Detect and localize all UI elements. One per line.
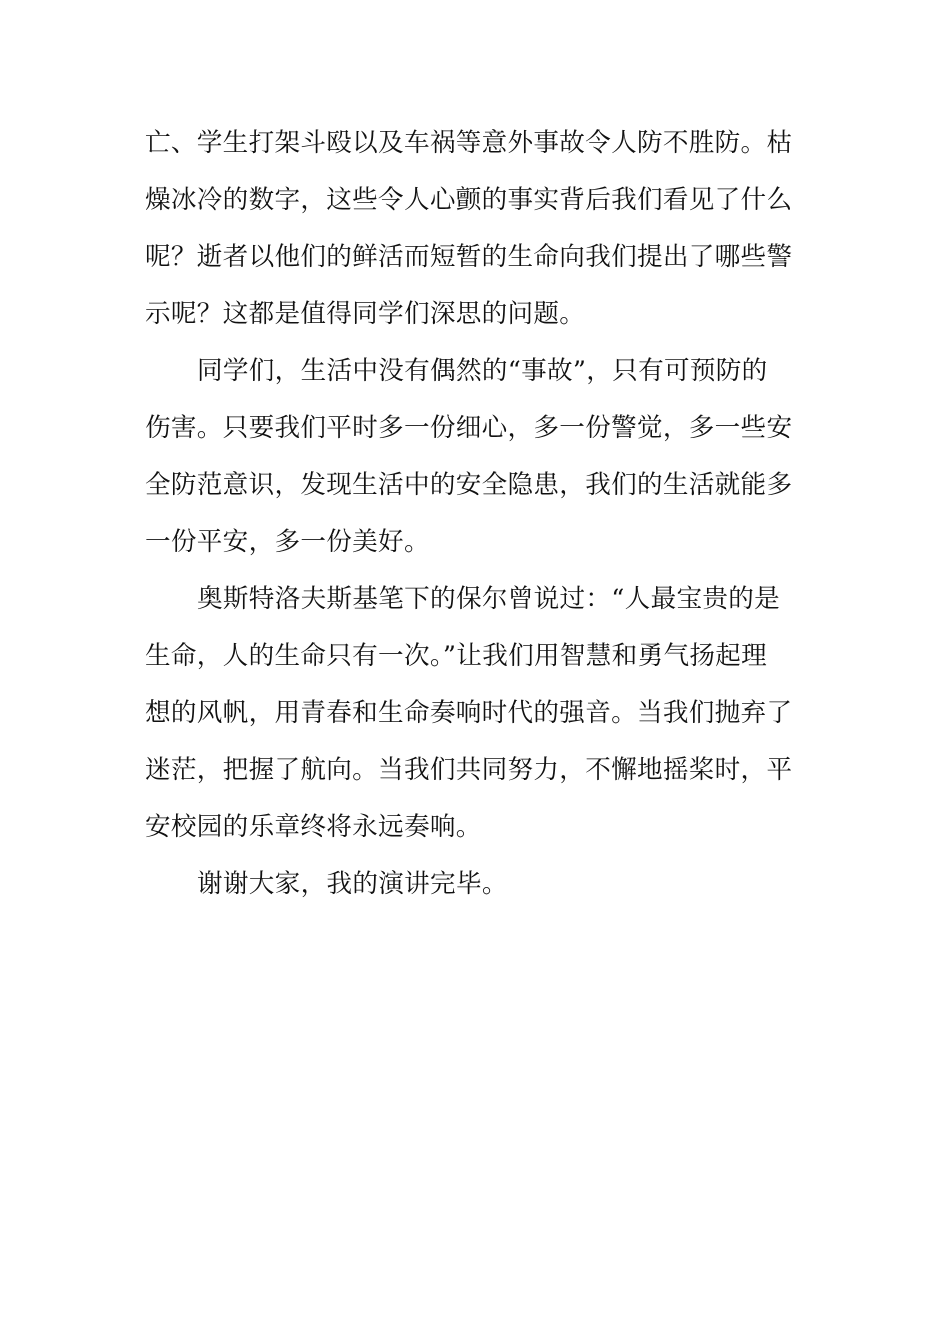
paragraph-2-line-1: 同学们，生活中没有偶然的“事故”，只有可预防的 [197,356,768,386]
paragraph-1-line-3: 呢？逝者以他们的鲜活而短暂的生命向我们提出了哪些警 [145,242,793,272]
paragraph-2-line-4: 一份平安，多一份美好。 [145,527,430,557]
paragraph-1-line-2: 燥冰冷的数字，这些令人心颤的事实背后我们看见了什么 [145,185,793,215]
paragraph-3-line-5: 安校园的乐章终将永远奏响。 [145,812,482,842]
document-body [145,115,809,913]
paragraph-1-line-1: 亡、学生打架斗殴以及车祸等意外事故令人防不胜防。枯 [145,128,793,158]
paragraph-3-line-3: 想的风帆，用青春和生命奏响时代的强音。当我们抛弃了 [145,698,793,728]
paragraph-4-line-1: 谢谢大家，我的演讲完毕。 [197,869,508,899]
paragraph-1-line-4: 示呢？这都是值得同学们深思的问题。 [145,299,586,329]
paragraph-3-line-4: 迷茫，把握了航向。当我们共同努力，不懈地摇桨时，平 [145,755,793,785]
paragraph-3-line-1: 奥斯特洛夫斯基笔下的保尔曾说过：“人最宝贵的是 [197,584,781,614]
paragraph-2-line-2: 伤害。只要我们平时多一份细心，多一份警觉，多一些安 [145,413,793,443]
paragraph-3-line-2: 生命，人的生命只有一次。”让我们用智慧和勇气扬起理 [145,641,768,671]
paragraph-2-line-3: 全防范意识，发现生活中的安全隐患，我们的生活就能多 [145,470,793,500]
